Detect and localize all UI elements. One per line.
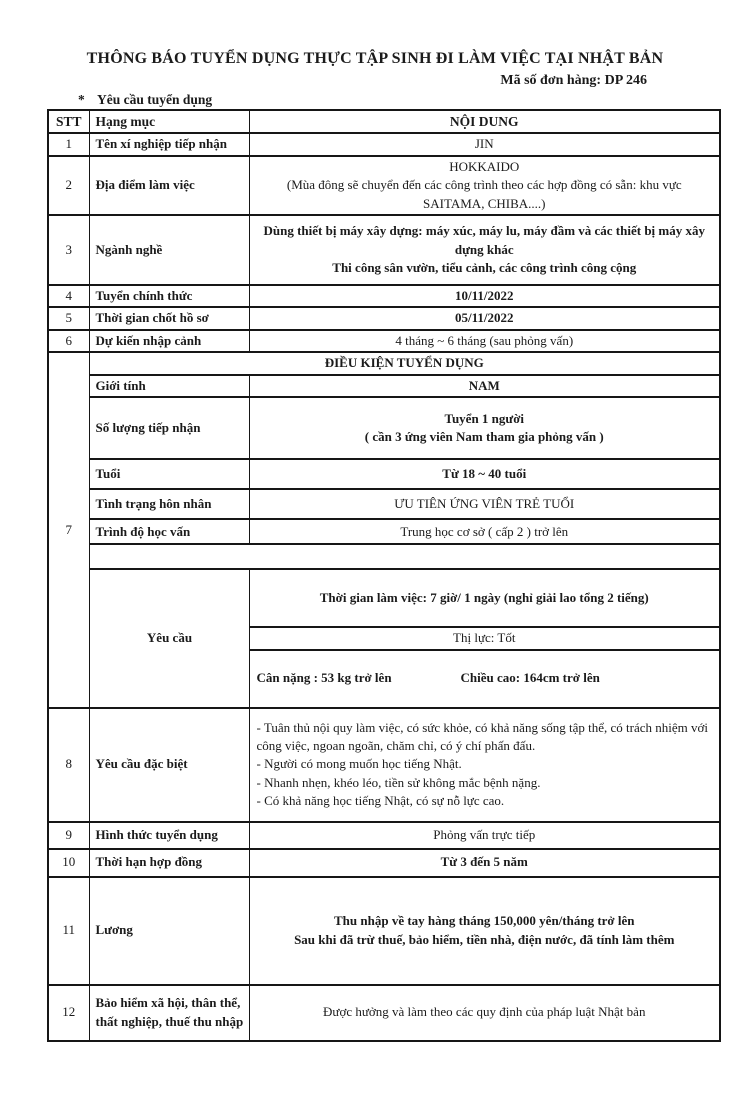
content-cell — [249, 156, 720, 215]
content-line: SAITAMA, CHIBA....) — [423, 195, 546, 211]
content-cell: JIN — [249, 133, 720, 155]
content-cell: 4 tháng ~ 6 tháng (sau phỏng vấn) — [249, 330, 720, 352]
order-code: Mã số đơn hàng: DP 246 — [500, 73, 647, 88]
weight-requirement: Cân nặng : 53 kg trở lên — [256, 670, 392, 686]
category-cell: Dự kiến nhập cảnh — [89, 330, 249, 352]
content-cell — [249, 650, 720, 708]
content-cell: Trung học cơ sở ( cấp 2 ) trở lên — [249, 519, 720, 544]
content-cell: Được hưởng và làm theo các quy định của pháp luật Nhật bản — [249, 985, 720, 1041]
stt-cell: 2 — [48, 156, 89, 215]
content-cell: NAM — [249, 375, 720, 397]
content-line: Dùng thiết bị máy xây dựng: máy xúc, máy lu, máy đầm và các thiết bị máy xây dựng khác — [263, 223, 705, 257]
category-cell: Số lượng tiếp nhận — [89, 397, 249, 459]
content-cell: Phỏng vấn trực tiếp — [249, 822, 720, 849]
empty-spacer-cell — [89, 544, 720, 569]
content-cell: Từ 18 ~ 40 tuổi — [249, 459, 720, 489]
section-title-cell: ĐIỀU KIỆN TUYỂN DỤNG — [89, 352, 720, 374]
content-cell — [249, 877, 720, 985]
doc-title: THÔNG BÁO TUYỂN DỤNG THỰC TẬP SINH ĐI LÀM VIỆC TẠI NHẬT BẢN — [86, 50, 664, 67]
category-cell: Yêu cầu — [89, 569, 249, 707]
content-cell — [249, 708, 720, 822]
category-cell: Ngành nghề — [89, 215, 249, 285]
requirements-heading — [78, 92, 750, 108]
content-line: Tuyển 1 người — [444, 410, 525, 426]
recruitment-table — [47, 109, 721, 1042]
content-line: - Tuân thủ nội quy làm việc, có sức khỏe, có khả năng sống tập thể, có trách nhiệm với công việc, ngoan ngoãn, chăm chỉ, có ý chí phấn đấu. — [256, 719, 708, 753]
content-cell: Từ 3 đến 5 năm — [249, 849, 720, 877]
content-cell — [249, 397, 720, 459]
category-cell: Trình độ học vấn — [89, 519, 249, 544]
content-line: - Nhanh nhẹn, khéo léo, tiền sử không mắc bệnh nặng. — [256, 774, 541, 790]
stt-cell: 1 — [48, 133, 89, 155]
stt-cell: 3 — [48, 215, 89, 285]
height-requirement: Chiều cao: 164cm trở lên — [460, 670, 600, 686]
requirements-heading-label: Yêu cầu tuyển dụng — [97, 92, 213, 107]
category-cell: Địa điểm làm việc — [89, 156, 249, 215]
header-cell-content: NỘI DUNG — [249, 110, 720, 133]
asterisk-marker: * — [78, 92, 85, 107]
stt-cell: 4 — [48, 285, 89, 307]
stt-cell: 7 — [48, 352, 89, 707]
stt-cell: 11 — [48, 877, 89, 985]
content-cell: ƯU TIÊN ỨNG VIÊN TRẺ TUỔI — [249, 489, 720, 519]
stt-cell: 5 — [48, 307, 89, 329]
category-cell: Thời hạn hợp đồng — [89, 849, 249, 877]
stt-cell: 12 — [48, 985, 89, 1041]
content-line: HOKKAIDO — [449, 158, 520, 174]
stt-cell: 10 — [48, 849, 89, 877]
content-line: ( cần 3 ứng viên Nam tham gia phỏng vấn ) — [364, 429, 604, 445]
content-line: - Người có mong muốn học tiếng Nhật. — [256, 756, 462, 772]
content-cell: Thời gian làm việc: 7 giờ/ 1 ngày (nghỉ giải lao tổng 2 tiếng) — [249, 569, 720, 627]
stt-cell: 9 — [48, 822, 89, 849]
content-line: (Mùa đông sẽ chuyển đến các công trình theo các hợp đồng có sẵn: khu vực — [286, 177, 682, 193]
category-cell: Tình trạng hôn nhân — [89, 489, 249, 519]
category-cell: Bảo hiểm xã hội, thân thể, thất nghiệp, thuế thu nhập — [89, 985, 249, 1041]
header-cell-stt: STT — [48, 110, 89, 133]
category-cell: Yêu cầu đặc biệt — [89, 708, 249, 822]
content-cell: 05/11/2022 — [249, 307, 720, 329]
category-cell: Tuyển chính thức — [89, 285, 249, 307]
content-line: Thu nhập về tay hàng tháng 150,000 yên/tháng trở lên — [334, 913, 635, 929]
category-cell: Tuổi — [89, 459, 249, 489]
content-line: - Có khả năng học tiếng Nhật, có sự nỗ lực cao. — [256, 793, 505, 809]
category-cell: Hình thức tuyển dụng — [89, 822, 249, 849]
header-cell-category: Hạng mục — [89, 110, 249, 133]
stt-cell: 6 — [48, 330, 89, 352]
category-cell: Thời gian chốt hồ sơ — [89, 307, 249, 329]
content-line: Thi công sân vườn, tiểu cảnh, các công trình công cộng — [332, 260, 637, 276]
category-cell: Giới tính — [89, 375, 249, 397]
content-cell — [249, 215, 720, 285]
content-line: Sau khi đã trừ thuế, bảo hiểm, tiền nhà, điện nước, đã tính làm thêm — [294, 931, 675, 947]
content-cell: 10/11/2022 — [249, 285, 720, 307]
content-cell: Thị lực: Tốt — [249, 627, 720, 649]
stt-cell: 8 — [48, 708, 89, 822]
category-cell: Lương — [89, 877, 249, 985]
category-cell: Tên xí nghiệp tiếp nhận — [89, 133, 249, 155]
